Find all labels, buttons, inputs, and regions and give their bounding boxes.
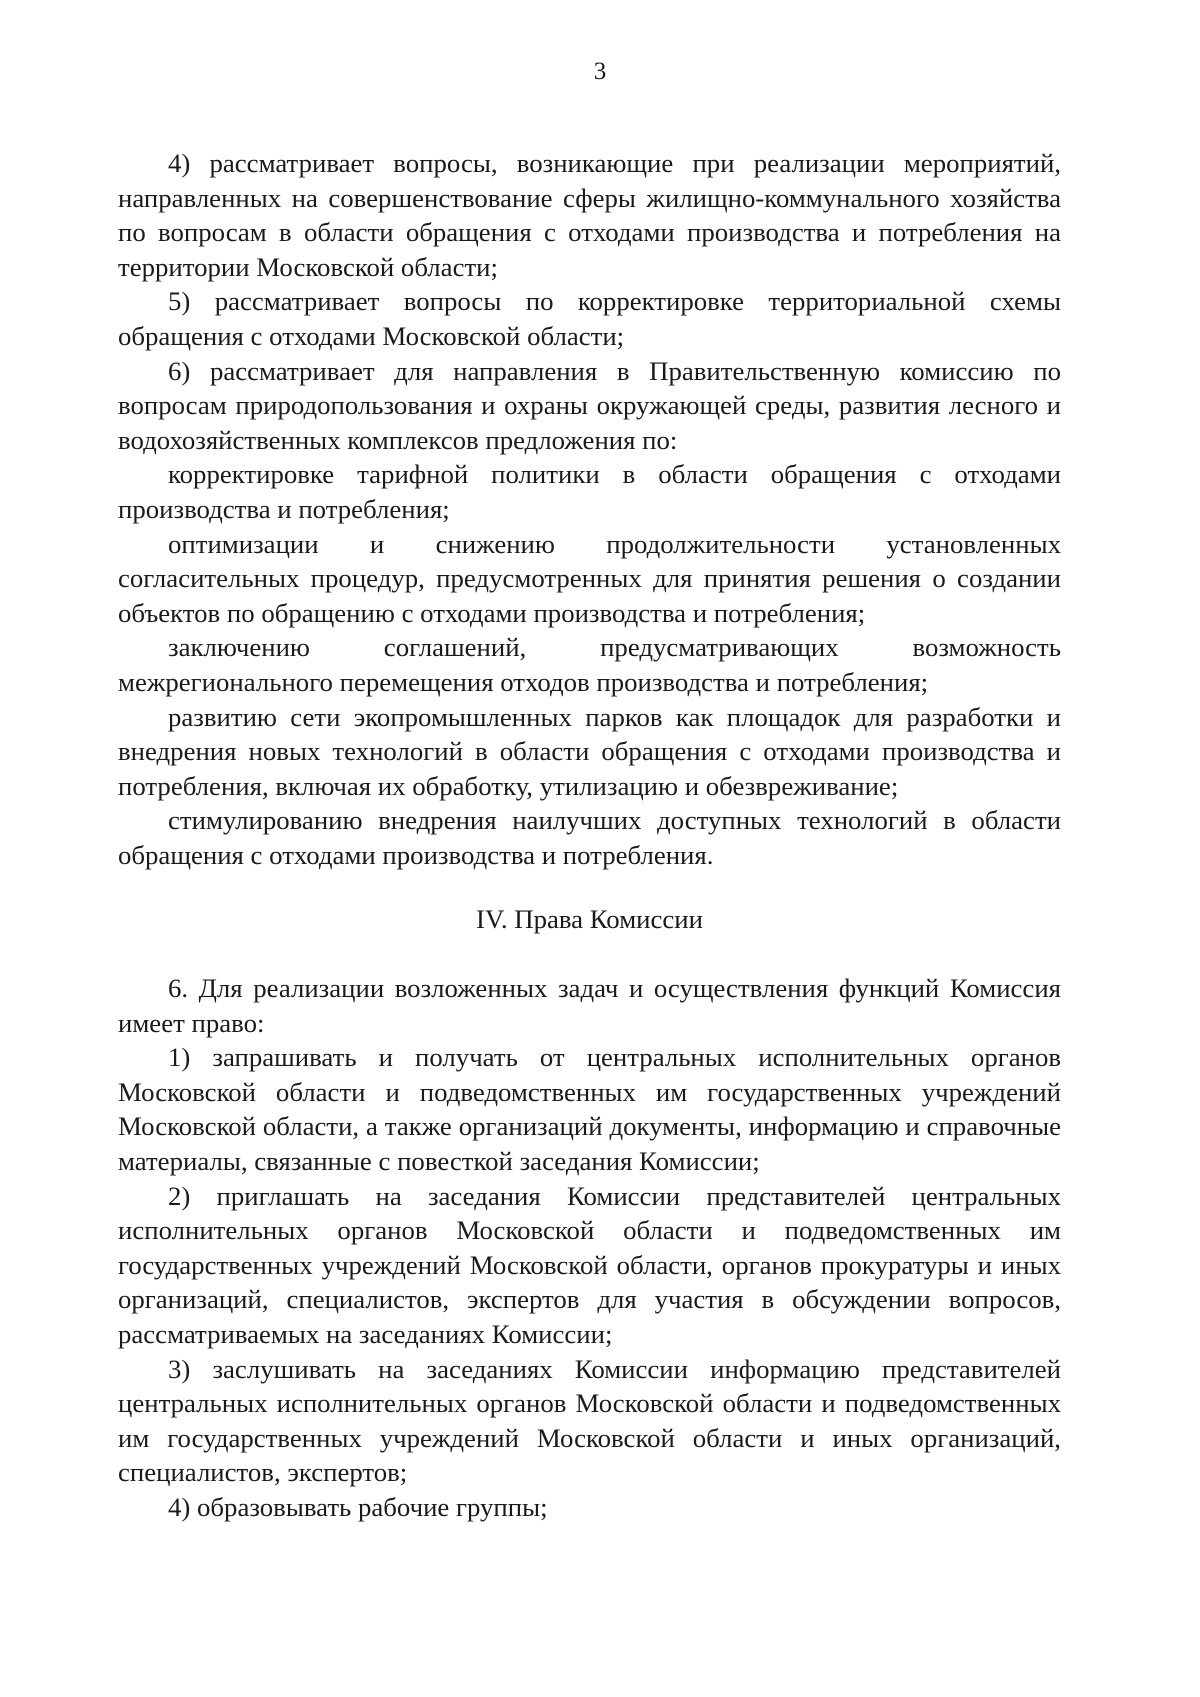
section-heading-rights: IV. Права Комиссии bbox=[476, 904, 703, 935]
item-5-scheme-correction: 5) рассматривает вопросы по корректировке территориальной схемы обращения с отходами Московской области; bbox=[118, 286, 1061, 351]
proposal-interregional-agreements: заключению соглашений, предусматривающих возможность межрегионального перемещения отходов производства и потребления; bbox=[118, 632, 1061, 697]
item-6-proposals: 6) рассматривает для направления в Правительственную комиссию по вопросам природопользования и охраны окружающей среды, развития лесного и водохозяйственных комплексов предложения по: bbox=[118, 355, 1061, 455]
right-3-hear-information: 3) заслушивать на заседаниях Комиссии информацию представителей центральных исполнительных органов Московской области и подведомственных им государственных учреждений Московской области и иных организаций, специалистов, экспертов; bbox=[118, 1353, 1061, 1488]
proposal-tariff-policy: корректировке тарифной политики в области обращения с отходами производства и потребления; bbox=[118, 459, 1061, 524]
proposal-eco-parks: развитию сети экопромышленных парков как площадок для разработки и внедрения новых технологий в области обращения с отходами производства и потребления, включая их обработку, утилизацию и обезвреживание; bbox=[118, 701, 1061, 801]
proposal-procedures-optimization: оптимизации и снижению продолжительности установленных согласительных процедур, предусмотренных для принятия решения о создании объектов по обращению с отходами производства и потребления; bbox=[118, 528, 1061, 628]
page-number: 3 bbox=[593, 58, 607, 85]
right-2-invite-representatives: 2) приглашать на заседания Комиссии представителей центральных исполнительных органов Московской области и подведомственных им государственных учреждений Московской области, органов прокуратуры и иных организаций, специалистов, экспертов для участия в обсуждении вопросов, рассматриваемых на заседаниях Комиссии; bbox=[118, 1180, 1061, 1349]
proposal-best-technologies: стимулированию внедрения наилучших доступных технологий в области обращения с отходами производства и потребления. bbox=[118, 805, 1061, 870]
clause-6-rights-intro: 6. Для реализации возложенных задач и осуществления функций Комиссия имеет право: bbox=[118, 973, 1061, 1038]
right-1-request-info: 1) запрашивать и получать от центральных исполнительных органов Московской области и подведомственных им государственных учреждений Московской области, а также организаций документы, информацию и справочные материалы, связанные с повесткой заседания Комиссии; bbox=[118, 1042, 1061, 1177]
item-4-review-issues: 4) рассматривает вопросы, возникающие при реализации мероприятий, направленных на совершенствование сферы жилищно-коммунального хозяйства по вопросам в области обращения с отходами производства и потребления на территории Московской области; bbox=[118, 148, 1061, 282]
right-4-working-groups: 4) образовывать рабочие группы; bbox=[168, 1491, 548, 1522]
document-body bbox=[118, 146, 1061, 1525]
